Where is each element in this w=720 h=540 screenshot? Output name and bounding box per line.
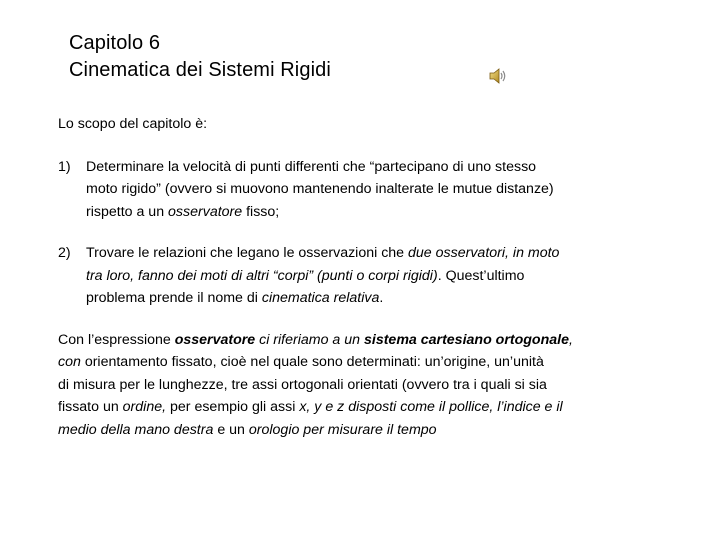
text-run: Determinare la velocità di punti differenti che “partecipano di uno stesso [86,158,537,175]
list-line [86,265,658,288]
italic-term: ci riferiamo a un [255,331,364,348]
italic-term: con [58,354,81,370]
text-run: di misura per le lunghezze, tre assi ortogonali orientati (ovvero tra i quali si sia [58,376,547,393]
list-item-2 [58,242,658,310]
para-line [58,329,658,352]
italic-term: orologio per misurare il tempo [248,421,437,438]
text-run: orientamento fissato, cioè nel quale sono determinati: un’origine, un’unità [80,354,544,370]
list-number: 2) [58,245,71,261]
slide-body [58,113,658,441]
text-run: fisso; [242,203,280,220]
text-run: . [379,290,384,306]
speaker-icon[interactable] [488,66,508,86]
text-run: . Quest’ultimo [437,267,525,284]
italic-term: ordine, [122,399,167,415]
definition-paragraph [58,329,658,442]
slide-title [69,30,331,84]
text-run: Con l’espressione [58,331,175,348]
text-run: per esempio gli assi [166,399,300,415]
para-line [58,351,658,374]
italic-term: osservatore [168,203,243,220]
italic-term: , [568,331,573,348]
para-line [58,374,658,397]
list-line [86,201,658,224]
title-line-2: Cinematica dei Sistemi Rigidi [69,59,331,81]
text-run: e un [213,421,249,438]
italic-term: cinematica relativa [261,290,380,306]
text-run: problema prende il nome di [86,290,262,306]
text-run: moto rigido” (ovvero si muovono mantenendo inalterate le mutue distanze) [86,181,554,197]
italic-term: x, y e z disposti come il pollice, l’indice e il [299,399,563,415]
list-number: 1) [58,158,71,175]
para-line [58,396,658,419]
list-item-1 [58,156,658,224]
italic-term: medio della mano destra [58,421,214,438]
bold-italic-term: sistema cartesiano ortogonale [363,331,569,348]
text-run: fissato un [58,399,123,415]
para-line [58,419,658,442]
title-line-1: Capitolo 6 [69,32,161,54]
list-line [86,242,658,265]
italic-term: tra loro, fanno dei moti di altri “corpi” (punti o corpi rigidi) [86,267,438,284]
intro-text: Lo scopo del capitolo è: [58,116,208,132]
bold-italic-term: osservatore [174,331,256,348]
italic-term: due osservatori, in moto [408,245,560,261]
text-run: rispetto a un [86,203,169,220]
list-line [86,178,658,201]
list-line [86,156,658,179]
text-run: Trovare le relazioni che legano le osservazioni che [86,245,409,261]
list-line [86,287,658,310]
